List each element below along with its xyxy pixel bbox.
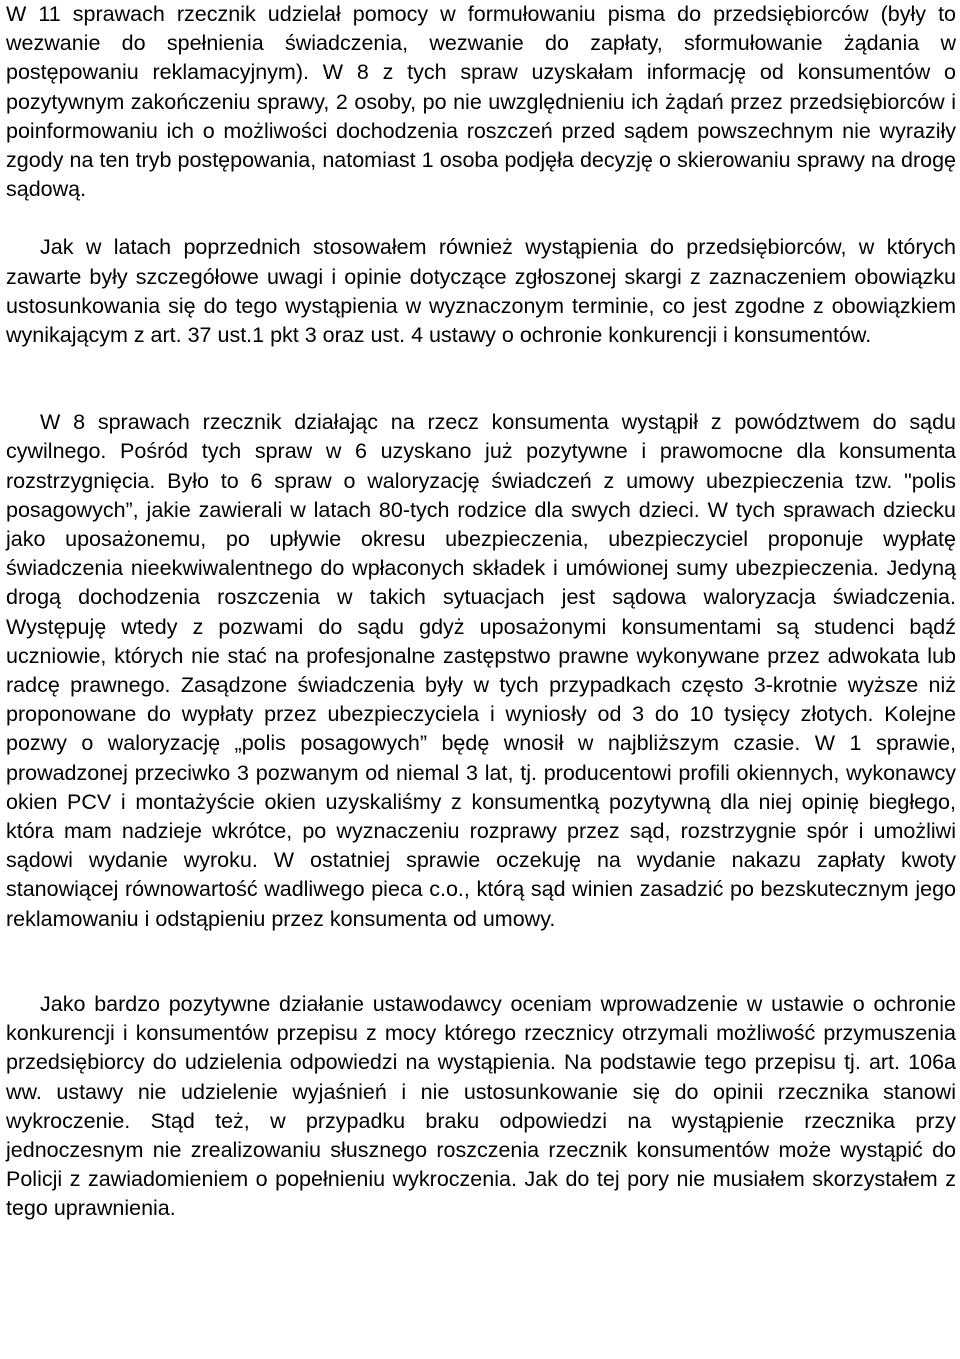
paragraph-legislation: Jako bardzo pozytywne działanie ustawodawcy oceniam wprowadzenie w ustawie o ochronie konkurencji i konsumentów przepisu z mocy którego rzecznicy otrzymali możliwość przymuszenia przedsiębiorcy do udzielenia odpowiedzi na wystąpienia. Na podstawie tego przepisu tj. art. 106a ww. ustawy nie udzielenie wyjaśnień i nie ustosunkowanie się do opinii rzecznika stanowi wykroczenie. Stąd też, w przypadku braku odpowiedzi na wystąpienie rzecznika przy jednoczesnym nie zrealizowaniu słusznego roszczenia rzecznik konsumentów może wystąpić do Policji z zawiadomieniem o popełnieniu wykroczenia. Jak do tej pory nie musiałem skorzystałem z tego uprawnienia. [6, 991, 956, 1221]
paragraph-court-letters: W 11 sprawach rzecznik udzielał pomocy w formułowaniu pisma do przedsiębiorców (były to wezwanie do spełnienia świadczenia, wezwanie do zapłaty, sformułowanie żądania w postępowaniu reklamacyjnym). W 8 z tych spraw uzyskałam informację od konsumentów o pozytywnym zakończeniu sprawy, 2 osoby, po nie uwzględnieniu ich żądań przez przedsiębiorców i poinformowaniu ich o możliwości dochodzenia roszczeń przed sądem powszechnym nie wyraziły zgody na ten tryb postępowania, natomiast 1 osoba podjęła decyzję o skierowaniu sprawy na drogę sądową. [6, 2, 956, 202]
document-page [6, 0, 956, 1224]
paragraph-lawsuits: W 8 sprawach rzecznik działając na rzecz konsumenta wystąpił z powództwem do sądu cywilnego. Pośród tych spraw w 6 uzyskano już pozytywne i prawomocne dla konsumenta rozstrzygnięcia. Było to 6 spraw o waloryzację świadczeń z umowy ubezpieczenia tzw. "polis posagowych”, jakie zawierali w latach 80-tych rodzice dla swych dzieci. W tych sprawach dziecku jako uposażonemu, po upływie okresu ubezpieczenia, ubezpieczyciel proponuje wypłatę świadczenia nieekwiwalentnego do wpłaconych składek i umówionej sumy ubezpieczenia. Jedyną drogą dochodzenia roszczenia w takich sytuacjach jest sądowa waloryzacja świadczenia. Występuję wtedy z pozwami do sądu gdyż uposażonymi konsumentami są studenci bądź uczniowie, których nie stać na profesjonalne zastępstwo prawne wykonywane przez adwokata lub radcę prawnego. Zasądzone świadczenia były w tych przypadkach często 3-krotnie wyższe niż proponowane do wypłaty przez ubezpieczyciela i wyniosły od 3 do 10 tysięcy złotych. Kolejne pozwy o waloryzację „polis posagowych” będę wnosił w najbliższym czasie. W 1 sprawie, prowadzonej przeciwko 3 pozwanym od niemal 3 lat, tj. producentowi profili okiennych, wykonawcy okien PCV i montażyście okien uzyskaliśmy z konsumentką pozytywną dla niej opinię biegłego, która mam nadzieje wkrótce, po wyznaczeniu rozprawy przez sąd, rozstrzygnie spór i umożliwi sądowi wydanie wyroku. W ostatniej sprawie oczekuję na wydanie nakazu zapłaty kwoty stanowiącej równowartość wadliwego pieca c.o., którą sąd winien zasadzić po bezskutecznym jego reklamowaniu i odstąpieniu przez konsumenta od umowy. [6, 410, 956, 931]
paragraph-interventions: Jak w latach poprzednich stosowałem również wystąpienia do przedsiębiorców, w których zawarte były szczegółowe uwagi i opinie dotyczące zgłoszonej skargi z zaznaczeniem obowiązku ustosunkowania się do tego wystąpienia w wyznaczonym terminie, co jest zgodne z obowiązkiem wynikającym z art. 37 ust.1 pkt 3 oraz ust. 4 ustawy o ochronie konkurencji i konsumentów. [6, 235, 956, 348]
